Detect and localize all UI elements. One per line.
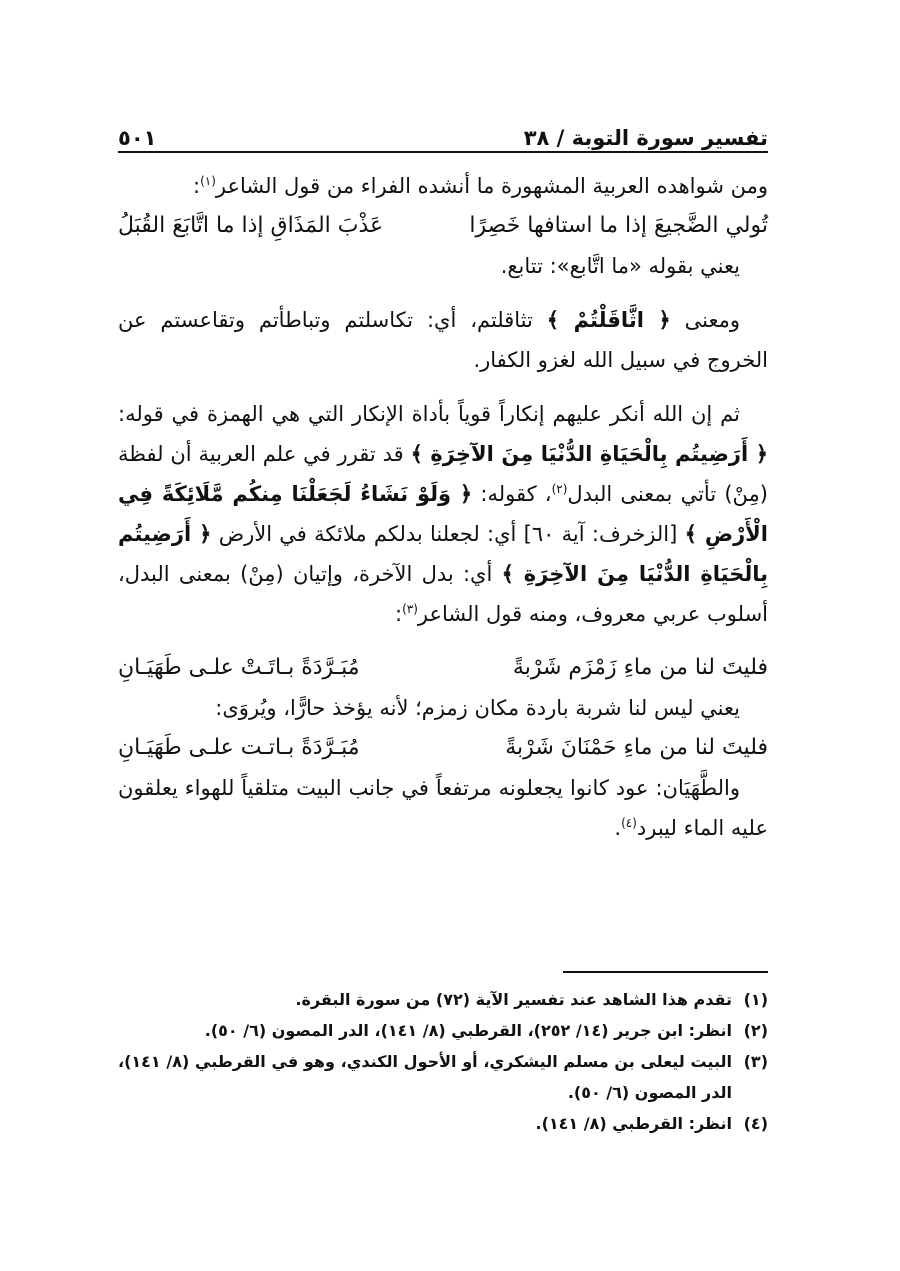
quran-quote: ﴿ أَرَضِيتُم بِالْحَيَاةِ الدُّنْيَا مِنَ الآخِرَةِ ﴾ bbox=[118, 522, 768, 586]
footnote-ref-2: (٢) bbox=[551, 482, 568, 496]
quran-quote: ﴿ أَرَضِيتُم بِالْحَيَاةِ الدُّنْيَا مِنَ الآخِرَةِ ﴾ bbox=[410, 442, 768, 466]
quran-quote: ﴿ وَلَوْ نَشَاءُ لَجَعَلْنَا مِنكُم مَّلَائِكَةً فِي الْأَرْضِ ﴾ bbox=[118, 482, 768, 546]
quran-quote: ﴿ اثَّاقَلْتُمْ ﴾ bbox=[546, 308, 671, 332]
verse-3-first-hemistich: فليتَ لنا من ماءِ حَمْنَانَ شَرْبةً bbox=[505, 735, 768, 760]
verse-1-first-hemistich: تُولي الضَّجيعَ إذا ما استافها خَصِرًا bbox=[469, 213, 768, 238]
verse-1-second-hemistich: عَذْبَ المَذَاقِ إذا ما اتَّابَعَ القُبَلُ bbox=[118, 213, 384, 238]
paragraph-rebuke: ثم إن الله أنكر عليهم إنكاراً قوياً بأداة الإنكار التي هي الهمزة في قوله: ﴿ أَرَضِيتُم بِالْحَيَاةِ الدُّنْيَا مِنَ الآخِرَةِ ﴾ قد تقرر في علم العربية أن لفظة (مِنْ) تأتي بمعنى البدل$^{(٢)}$، كقوله: ﴿ وَلَوْ نَشَاءُ لَجَعَلْنَا مِنكُم مَّلَائِكَةً فِي الْأَرْضِ ﴾ [الزخرف: آية ٦٠] أي: لجعلنا بدلكم ملائكة في الأرض ﴿ أَرَضِيتُم بِالْحَيَاةِ الدُّنْيَا مِنَ الآخِرَةِ ﴾ أي: بدل الآخرة، وإتيان (مِنْ) بمعنى البدل، أسلوب عربي معروف، ومنه قول الشاعر$^{(٣)}$: bbox=[118, 402, 768, 626]
running-header bbox=[118, 118, 768, 150]
verse-2 bbox=[118, 648, 768, 688]
paragraph-explanation: يعني بقوله «ما اتَّابع»: تتابع. bbox=[500, 254, 740, 278]
verse-3-second-hemistich: مُبَـرَّدَةً بـاتـت علـى طَهَيَـانِ bbox=[118, 735, 360, 760]
footnote-ref-1: (١) bbox=[200, 174, 216, 188]
main-text bbox=[118, 166, 768, 848]
paragraph-tahayan: والطَّهَيَان: عود كانوا يجعلونه مرتفعاً في جانب البيت متلقياً للهواء يعلقون عليه الماء ليبرد$^{(٤)}$. bbox=[118, 776, 768, 840]
footnote-item: (٢) انظر: ابن جرير (١٤/ ٢٥٢)، القرطبي (٨/ ١٤١)، الدر المصون (٦/ ٥٠). bbox=[204, 1021, 768, 1040]
header-rule bbox=[118, 151, 768, 153]
verse-2-first-hemistich: فليتَ لنا من ماءِ زَمْزَم شَرْبةً bbox=[512, 655, 768, 680]
footnote-item: (١) تقدم هذا الشاهد عند تفسير الآية (٧٢) من سورة البقرة. bbox=[295, 990, 768, 1009]
paragraph-meaning: ومعنى ﴿ اثَّاقَلْتُمْ ﴾ تثاقلتم، أي: تكاسلتم وتباطأتم وتقاعستم عن الخروج في سبيل الله لغزو الكفار. bbox=[118, 308, 768, 372]
verse-2-second-hemistich: مُبَـرَّدَةً بـاتَـتْ علـى طَهَيَـانِ bbox=[118, 655, 360, 680]
book-page bbox=[118, 0, 768, 1271]
footnote-rule bbox=[563, 971, 768, 973]
page-number: ٥٠١ bbox=[118, 126, 157, 150]
footnotes bbox=[118, 984, 768, 1139]
paragraph-variant: يعني ليس لنا شربة باردة مكان زمزم؛ لأنه يؤخذ حارًّا، ويُروَى: bbox=[215, 696, 740, 720]
verse-3 bbox=[118, 728, 768, 768]
footnote-item: (٣) البيت ليعلى بن مسلم اليشكري، أو الأحول الكندي، وهو في القرطبي (٨/ ١٤١)، الدر المصون (٦/ ٥٠). bbox=[118, 1052, 768, 1102]
footnote-item: (٤) انظر: القرطبي (٨/ ١٤١). bbox=[535, 1114, 768, 1133]
paragraph-intro: ومن شواهده العربية المشهورة ما أنشده الفراء من قول الشاعر$^{(١)}$: bbox=[192, 174, 768, 198]
footnote-ref-3: (٣) bbox=[402, 602, 418, 616]
verse-1 bbox=[118, 206, 768, 246]
footnote-ref-4: (٤) bbox=[621, 816, 637, 830]
chapter-title: تفسير سورة التوبة / ٣٨ bbox=[523, 126, 768, 150]
